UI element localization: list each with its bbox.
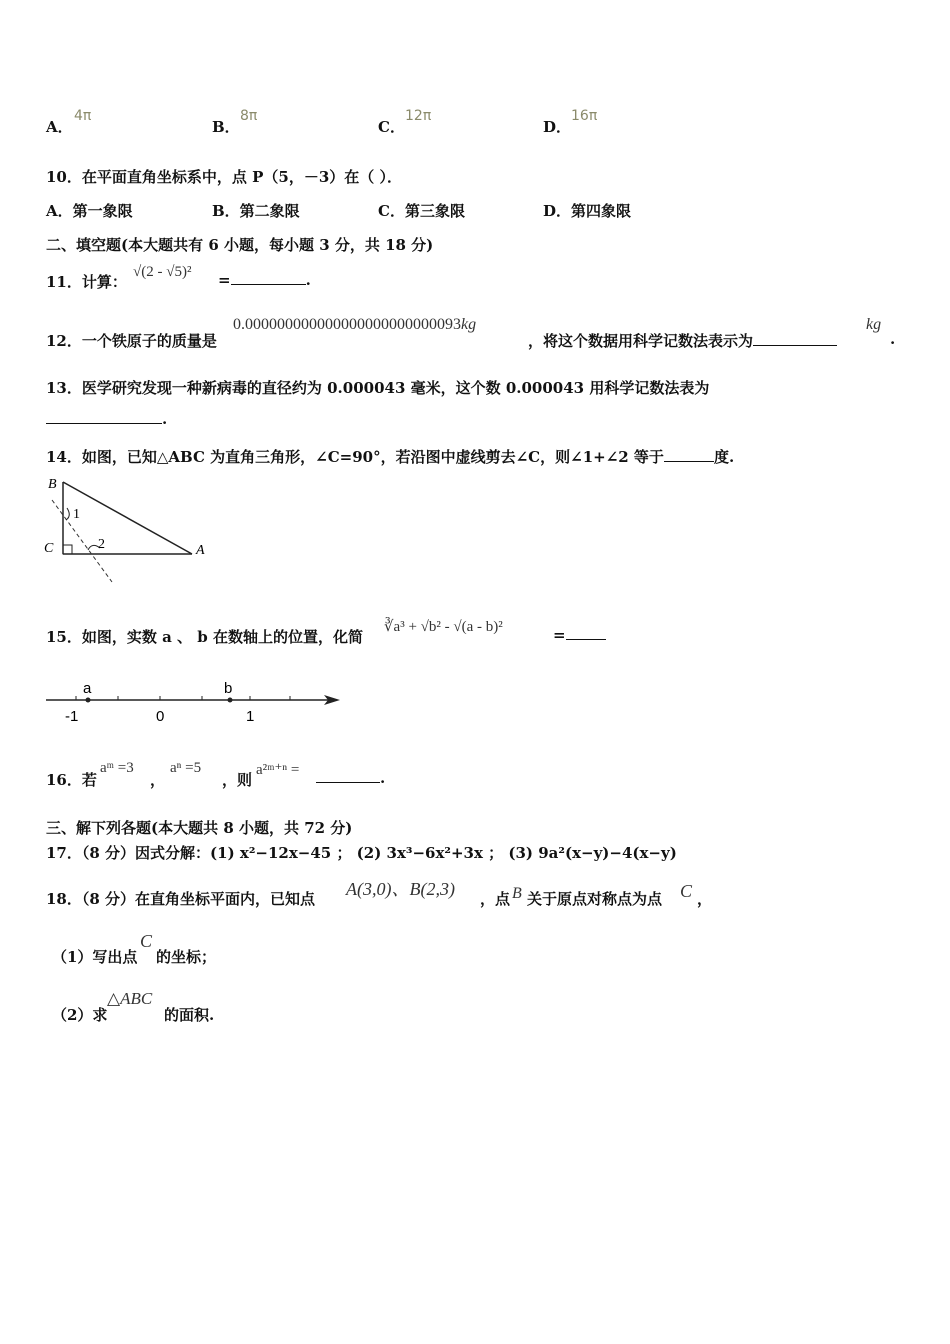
- q18-text2: ，点: [480, 890, 511, 908]
- label-a: A: [196, 543, 205, 558]
- point-b: [228, 698, 233, 703]
- q9-option-c: C．: [378, 118, 405, 136]
- q9-option-b: B．: [212, 118, 240, 136]
- q13-answer: .: [46, 410, 167, 428]
- q10-option-c: C．第三象限: [378, 202, 465, 220]
- q18-text1: 18．（8 分）在直角坐标平面内，已知点: [46, 890, 316, 908]
- q9-option-a-value: 4π: [74, 108, 92, 124]
- label-b: B: [48, 477, 57, 492]
- q12-middle: ，将这个数据用科学记数法表示为: [528, 330, 837, 351]
- q18-point-c: C: [680, 881, 693, 901]
- section2-header: 二、填空题(本大题共有 6 小题，每小题 3 分，共 18 分): [46, 236, 434, 254]
- q10-option-a: A．第一象限: [46, 202, 133, 220]
- q16-prefix: 16．若: [46, 771, 97, 789]
- q16-condition-2: aⁿ =5: [170, 760, 202, 776]
- q9-option-a: A．: [46, 118, 73, 136]
- q12-number: 0.000000000000000000000000093kg: [233, 316, 477, 333]
- q18-part2-suffix: 的面积.: [164, 1006, 215, 1024]
- label-c: C: [44, 541, 54, 556]
- q17-text: 17．（8 分）因式分解：(1) x²−12x−45 ； (2) 3x³−6x²+3x ； (3) 9a²(x−y)−4(x−y): [46, 844, 677, 862]
- q9-option-d: D．: [543, 118, 572, 136]
- q18-end: ，: [697, 890, 713, 908]
- tick-label-minus1: -1: [65, 708, 79, 725]
- q9-option-b-value: 8π: [240, 108, 258, 124]
- q10-option-d: D．第四象限: [543, 202, 632, 220]
- tick-label-0: 0: [156, 708, 165, 725]
- q15-answer: =: [553, 626, 606, 644]
- q18-part1-prefix: （1）写出点: [52, 948, 138, 966]
- q12-end: .: [890, 330, 896, 348]
- q12-prefix: 12．一个铁原子的质量是: [46, 332, 217, 350]
- q15-expression: ∛a³ + √b² - √(a - b)²: [384, 619, 503, 635]
- q9-option-d-value: 16π: [571, 108, 598, 124]
- q18-part2-triangle: △ABC: [107, 989, 153, 1008]
- q13-text: 13．医学研究发现一种新病毒的直径约为 0.000043 毫米，这个数 0.000043 用科学记数法表为: [46, 379, 710, 397]
- angle-1-arc: [66, 508, 69, 520]
- q16-sep: ，: [150, 771, 166, 789]
- q16-answer: .: [316, 769, 385, 787]
- q16-then: ，则: [222, 771, 253, 789]
- label-angle-1: 1: [73, 507, 80, 522]
- q10-option-b: B．第二象限: [212, 202, 300, 220]
- q14-triangle-figure: [40, 472, 220, 590]
- q18-points: A(3,0)、B(2,3): [346, 879, 455, 899]
- q11-answer: = .: [218, 271, 311, 289]
- q15-number-line: [40, 676, 350, 728]
- q18-part1-point-c: C: [140, 931, 153, 951]
- section3-header: 三、解下列各题(本大题共 8 小题，共 72 分): [46, 819, 353, 837]
- q10-stem: 10．在平面直角坐标系中，点 P（5，－3）在（ ）．: [46, 168, 402, 186]
- q15-text: 15．如图，实数 a 、 b 在数轴上的位置，化简: [46, 628, 363, 646]
- point-a: [86, 698, 91, 703]
- q12-unit2: kg: [866, 316, 882, 333]
- q9-option-c-value: 12π: [405, 108, 432, 124]
- right-angle-mark: [63, 545, 72, 554]
- label-point-b: b: [224, 680, 233, 697]
- q18-point-b: B: [512, 885, 522, 902]
- q18-part2-prefix: （2）求: [52, 1006, 108, 1024]
- q18-part1-suffix: 的坐标；: [156, 948, 217, 966]
- q16-condition-1: aᵐ =3: [100, 760, 134, 776]
- tick-label-1: 1: [246, 708, 255, 725]
- q11-prefix: 11．计算：: [46, 273, 127, 291]
- q14-text: 14．如图，已知△ABC 为直角三角形，∠C=90°，若沿图中虚线剪去∠C，则∠1+∠2 等于 度.: [46, 448, 735, 466]
- q18-text3: 关于原点对称点为点: [527, 890, 663, 908]
- q11-expression: √(2 - √5)²: [133, 264, 192, 280]
- side-ab: [63, 482, 192, 554]
- label-angle-2: 2: [98, 537, 105, 552]
- label-point-a: a: [83, 680, 92, 697]
- q16-expression: a²ᵐ⁺ⁿ =: [256, 762, 300, 778]
